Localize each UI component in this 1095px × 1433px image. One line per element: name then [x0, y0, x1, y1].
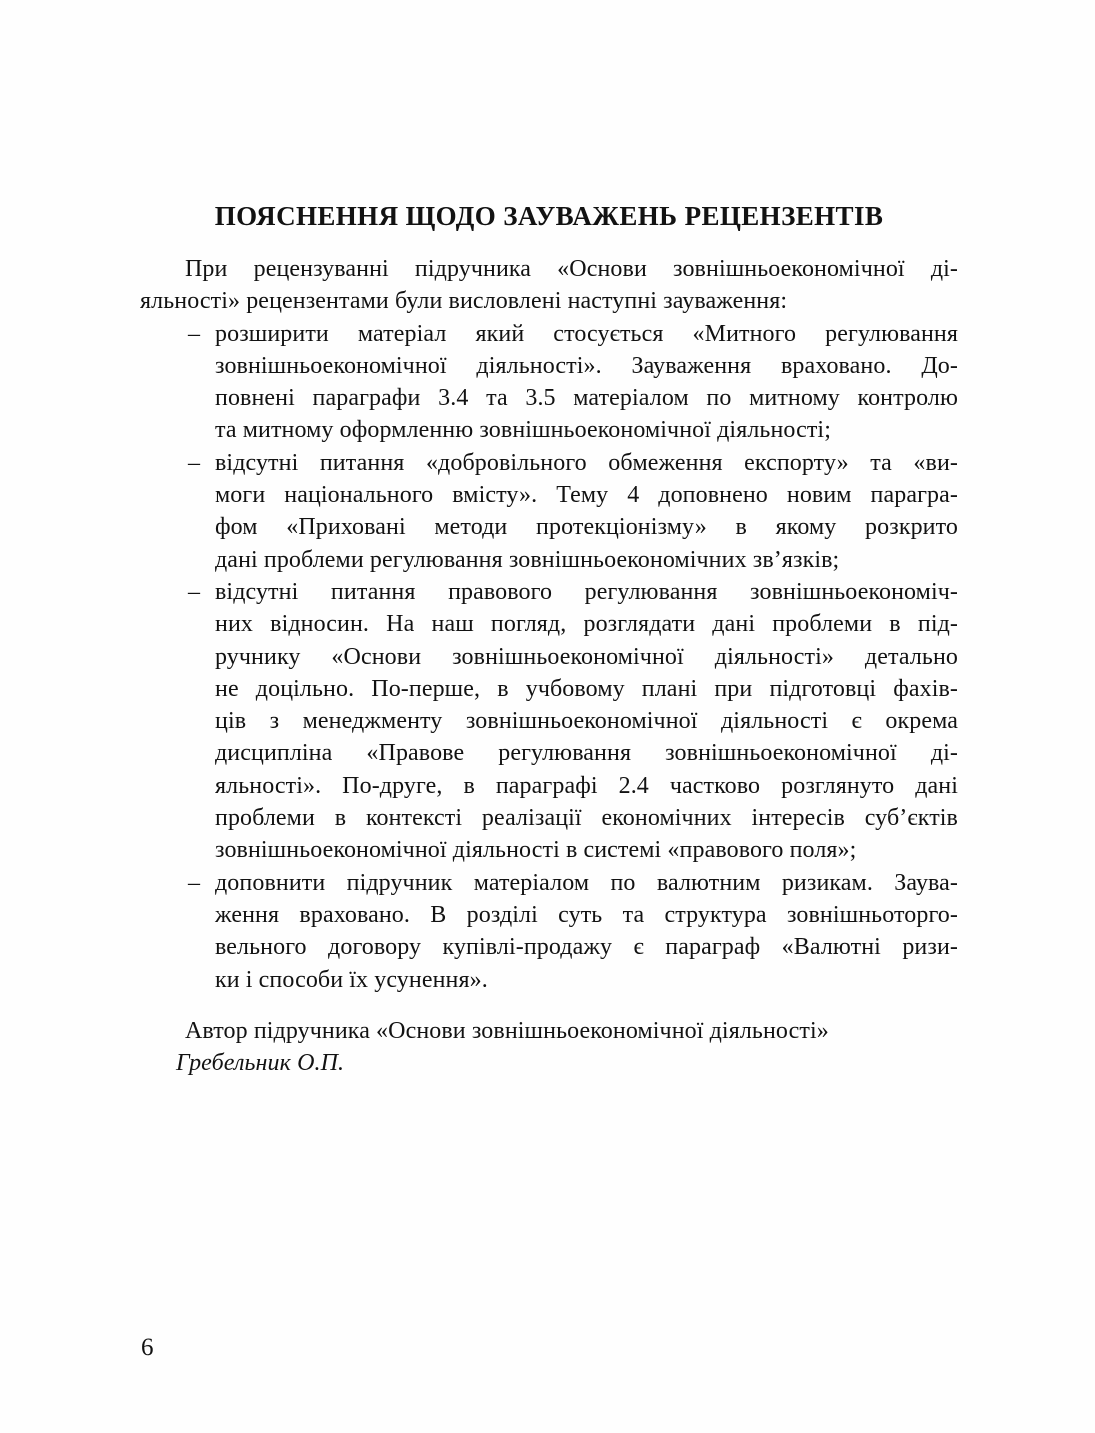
page-number: 6: [141, 1334, 154, 1361]
text-line: фом «Приховані методи протекціонізму» в якому розкрито: [215, 514, 958, 541]
intro-paragraph: [140, 253, 958, 318]
review-notes-list: [140, 318, 958, 996]
text-line: відсутні питання «добровільного обмеження експорту» та «ви-: [215, 449, 958, 476]
text-line: доповнити підручник матеріалом по валютним ризикам. Заува-: [215, 869, 958, 896]
text-line: проблеми в контексті реалізації економічних інтересів суб’єктів: [215, 805, 958, 832]
dash-bullet-icon: –: [188, 320, 200, 347]
author-name: Гребельник О.П.: [176, 1050, 345, 1077]
text-line: них відносин. На наш погляд, розглядати дані проблеми в під-: [215, 611, 958, 638]
text-line: вельного договору купівлі-продажу є параграф «Валютні ризи-: [215, 934, 958, 961]
page-title: ПОЯСНЕННЯ ЩОДО ЗАУВАЖЕНЬ РЕЦЕНЗЕНТІВ: [214, 201, 884, 231]
text-line: розширити матеріал який стосується «Митного регулювання: [215, 320, 958, 347]
text-line: При рецензуванні підручника «Основи зовнішньоекономічної ді-: [185, 256, 958, 282]
text-line: та митному оформленню зовнішньоекономічної діяльності;: [215, 417, 831, 444]
text-line: дані проблеми регулювання зовнішньоекономічних зв’язків;: [215, 546, 840, 573]
text-line: повнені параграфи 3.4 та 3.5 матеріалом по митному контролю: [215, 385, 958, 412]
text-line: зовнішньоекономічної діяльності». Зауваження враховано. До-: [215, 352, 958, 379]
text-line: ки і способи їх усунення».: [215, 966, 488, 993]
closing-paragraph: [140, 1015, 958, 1080]
text-line: не доцільно. По-перше, в учбовому плані при підготовці фахів-: [215, 675, 958, 702]
text-line: ручнику «Основи зовнішньоекономічної діяльності» детально: [215, 643, 958, 670]
text-line: яльності» рецензентами були висловлені наступні зауваження:: [140, 288, 788, 315]
text-line: яльності». По-друге, в параграфі 2.4 частково розглянуто дані: [215, 772, 958, 799]
text-line: ців з менеджменту зовнішньоекономічної діяльності є окрема: [215, 708, 958, 735]
text-line: моги національного вмісту». Тему 4 доповнено новим парагра-: [215, 482, 958, 509]
text-block: [140, 201, 958, 1079]
author-intro-line: Автор підручника «Основи зовнішньоекономічної діяльності»: [185, 1017, 829, 1044]
text-line: зовнішньоекономічної діяльності в системі «правового поля»;: [215, 837, 857, 864]
list-item: [140, 447, 958, 576]
dash-bullet-icon: –: [188, 449, 200, 476]
list-item: [140, 318, 958, 447]
text-line: відсутні питання правового регулювання зовнішньоекономіч-: [215, 578, 958, 605]
text-line: ження враховано. В розділі суть та структура зовнішньоторго-: [215, 901, 958, 928]
dash-bullet-icon: –: [188, 578, 200, 605]
dash-bullet-icon: –: [188, 869, 200, 896]
text-line: дисципліна «Правове регулювання зовнішньоекономічної ді-: [215, 740, 958, 767]
list-item: [140, 576, 958, 867]
list-item: [140, 867, 958, 996]
